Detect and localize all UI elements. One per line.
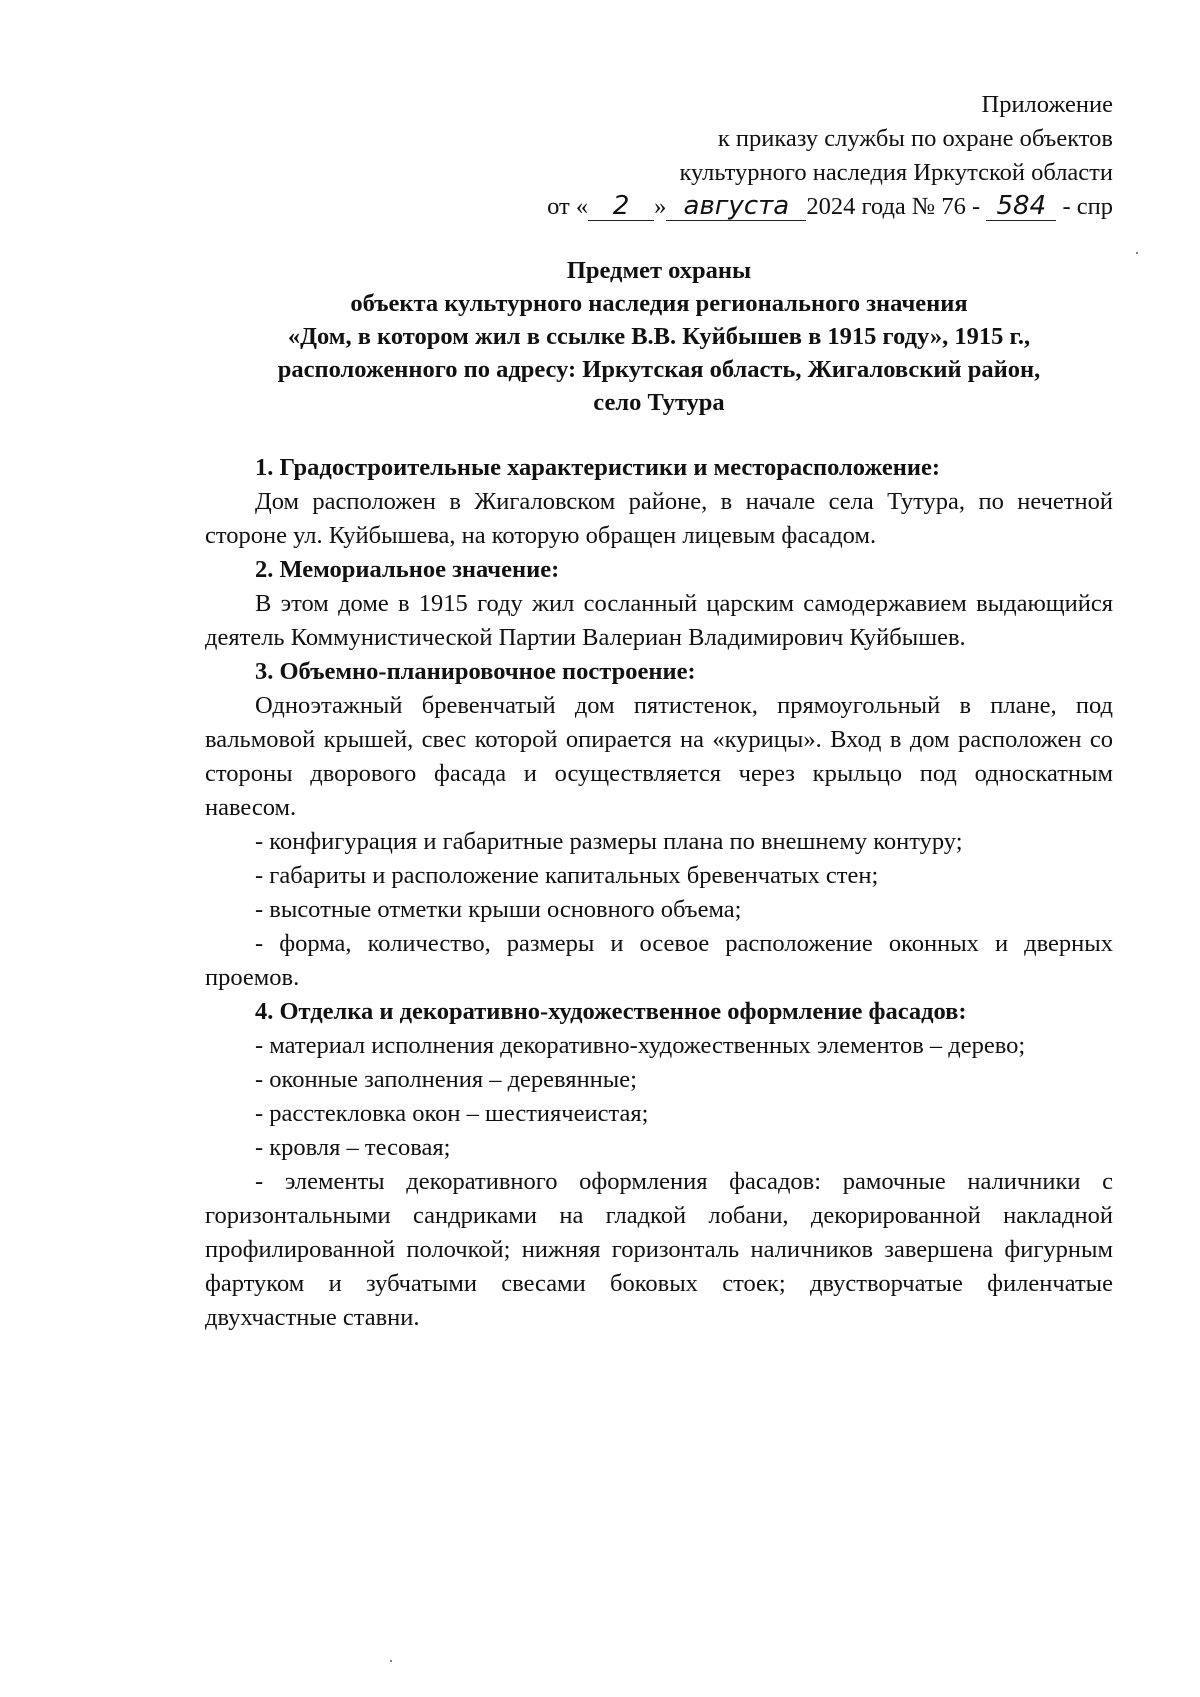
- section-3-heading: 3. Объемно-планировочное построение:: [255, 658, 696, 685]
- date-mid: »: [654, 193, 667, 220]
- section-4-list-item: - кровля – тесовая;: [255, 1134, 451, 1161]
- scan-speck: [1136, 252, 1138, 254]
- header-line-service: культурного наследия Иркутской области: [679, 159, 1113, 186]
- document-sections: [205, 451, 1113, 1335]
- section-4-list-item: - элементы декоративного оформления фасадов: рамочные наличники с горизонтальными сандриками на гладкой лобани, декорированной накладной профилированной полочкой; нижняя горизонталь наличников завершена фигурным фартуком и зубчатыми свесами боковых стоек; двустворчатые филенчатые двухчастные ставни.: [205, 1168, 1113, 1331]
- section-3-list-item: - высотные отметки крыши основного объема;: [255, 896, 742, 923]
- appendix-header: [205, 88, 1113, 224]
- title-line-3: «Дом, в котором жил в ссылке В.В. Куйбышев в 1915 году», 1915 г.,: [287, 323, 1031, 350]
- section-4-heading: 4. Отделка и декоративно-художественное оформление фасадов:: [255, 998, 967, 1025]
- document-page: [205, 88, 1113, 1335]
- title-line-1: Предмет охраны: [566, 257, 752, 284]
- header-line-appendix: Приложение: [981, 91, 1113, 118]
- header-date-line: [205, 190, 1113, 224]
- date-suffix: 2024 года № 76 -: [806, 193, 981, 220]
- section-2-heading: 2. Мемориальное значение:: [255, 556, 560, 583]
- section-3-list-item: - конфигурация и габаритные размеры плана по внешнему контуру;: [255, 828, 963, 855]
- section-2-paragraph: В этом доме в 1915 году жил сосланный царским самодержавием выдающийся деятель Коммунистической Партии Валериан Владимирович Куйбышев.: [205, 590, 1113, 651]
- date-prefix: от «: [547, 193, 589, 220]
- section-3-list-item: - форма, количество, размеры и осевое расположение оконных и дверных проемов.: [205, 930, 1113, 991]
- section-3-paragraph: Одноэтажный бревенчатый дом пятистенок, прямоугольный в плане, под вальмовой крышей, свес которой опирается на «курицы». Вход в дом расположен со стороны дворового фасада и осуществляется через крыльцо под односкатным навесом.: [205, 692, 1113, 821]
- section-4-list-item: - материал исполнения декоративно-художественных элементов – дерево;: [255, 1032, 1026, 1059]
- header-line-order: к приказу службы по охране объектов: [717, 125, 1113, 152]
- handwritten-day: 2: [588, 192, 654, 221]
- section-1-paragraph: Дом расположен в Жигаловском районе, в начале села Тутура, по нечетной стороне ул. Куйбышева, на которую обращен лицевым фасадом.: [205, 488, 1113, 549]
- title-line-2: объекта культурного наследия регионального значения: [350, 290, 968, 317]
- section-4-list-item: - оконные заполнения – деревянные;: [255, 1066, 637, 1093]
- order-suffix: - спр: [1062, 193, 1113, 220]
- section-4-list-item: - расстекловка окон – шестиячеистая;: [255, 1100, 649, 1127]
- section-3-list-item: - габариты и расположение капитальных бревенчатых стен;: [255, 862, 879, 889]
- title-line-4: расположенного по адресу: Иркутская область, Жигаловский район,: [277, 356, 1041, 383]
- document-title: [205, 254, 1113, 419]
- section-1-heading: 1. Градостроительные характеристики и месторасположение:: [255, 454, 941, 481]
- handwritten-order-number: 584: [986, 192, 1056, 221]
- title-line-5: село Тутура: [593, 389, 725, 416]
- scan-speck: [390, 1660, 392, 1662]
- handwritten-month: августа: [666, 192, 806, 221]
